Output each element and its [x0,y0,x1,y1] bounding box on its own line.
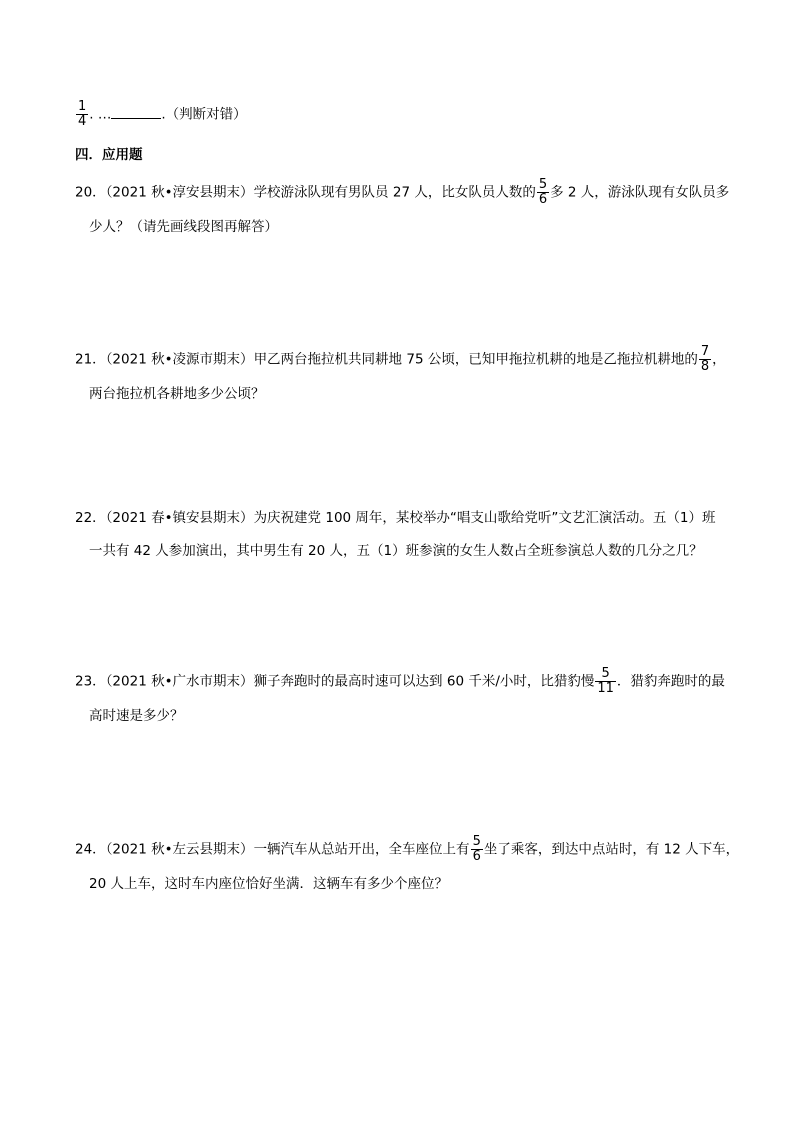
question-24-line-2: 20 人上车，这时车内座位恰好坐满．这辆车有多少个座位？ [89,876,448,892]
question-20-line-1: 20．（2021 秋•淳安县期末）学校游泳队现有男队员 27 人，比女队员人数的 $\frac{5}{6}$ 多 2 人，游泳队现有女队员多 [75,177,730,207]
fraction-five-sixths: $\frac{5}{6}$ [538,177,548,207]
fraction-five-elevenths: $\frac{5}{11}$ [597,666,614,696]
question-23-line-1: 23．（2021 秋•广水市期末）狮子奔跑时的最高时速可以达到 60 千米/小时，比猎豹慢 $\frac{5}{11}$ ．猎豹奔跑时的最 [75,666,725,696]
fraction-seven-eighths: $\frac{7}{8}$ [700,344,710,374]
question-22-line-1: 22．（2021 春•镇安县期末）为庆祝建党 100 周年，某校举办“唱支山歌给党听”文艺汇演活动。五（1）班 [75,510,716,526]
question-24-line-1: 24．（2021 秋•左云县期末）一辆汽车从总站开出，全车座位上有 $\frac{5}{6}$ 坐了乘客，到达中点站时，有 12 人下车， [75,834,740,864]
question-21-line-1: 21．（2021 秋•凌源市期末）甲乙两台拖拉机共同耕地 75 公顷，已知甲拖拉机耕的地是乙拖拉机耕地的 $\frac{7}{8}$ ， [75,344,726,374]
section-title: 四．应用题 [75,147,143,163]
question-20-line-2: 少人？（请先画线段图再解答） [89,219,278,235]
question-21-line-2: 两台拖拉机各耕地多少公顷？ [89,386,265,402]
fraction-five-sixths: $\frac{5}{6}$ [472,834,481,864]
question-22-line-2: 一共有 42 人参加演出，其中男生有 20 人，五（1）班参演的女生人数占全班参演总人数的几分之几？ [89,543,703,559]
true-false-item-tail: $\frac{1}{4}$ . … .（判断对错） [78,99,247,129]
answer-blank[interactable] [111,104,161,119]
question-23-line-2: 高时速是多少？ [89,708,184,724]
fraction-one-quarter: $\frac{1}{4}$ [78,99,87,129]
